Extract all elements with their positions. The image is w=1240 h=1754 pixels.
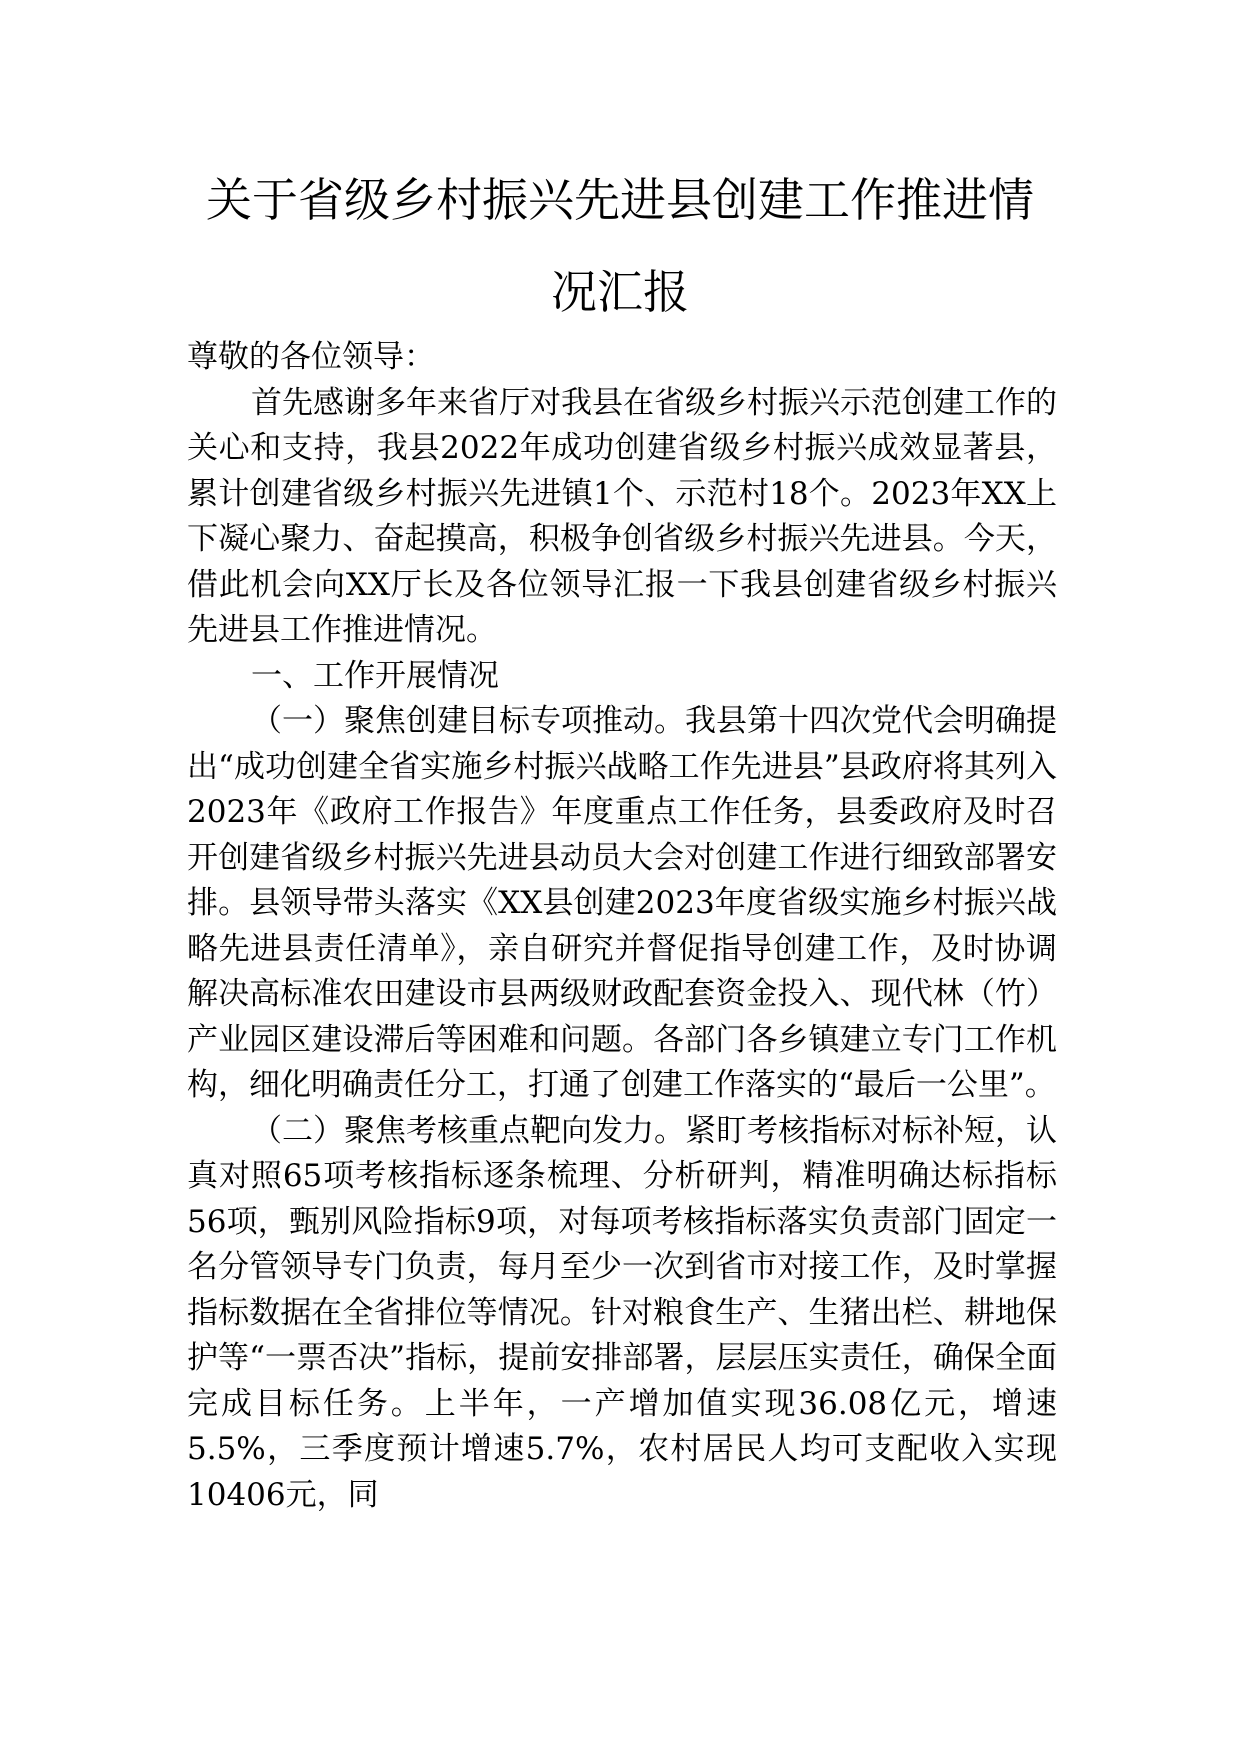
salutation: 尊敬的各位领导： xyxy=(187,339,435,375)
document-body xyxy=(187,335,1057,1518)
paragraph-subsection-2: （二）聚焦考核重点靶向发力。紧盯考核指标对标补短，认真对照65项考核指标逐条梳理、分析研判，精准明确达标指标56项，甄别风险指标9项，对每项考核指标落实负责部门固定一名分管领导专门负责，每月至少一次到省市对接工作，及时掌握指标数据在全省排位等情况。针对粮食生产、生猪出栏、耕地保护等“一票否决”指标，提前安排部署，层层压实责任，确保全面完成目标任务。上半年，一产增加值实现36.08亿元，增速5.5%，三季度预计增速5.7%，农村居民人均可支配收入实现10406元，同 xyxy=(187,1112,1057,1513)
section-heading-1: 一、工作开展情况 xyxy=(251,657,499,694)
paragraph-subsection-1: （一）聚焦创建目标专项推动。我县第十四次党代会明确提出“成功创建全省实施乡村振兴战略工作先进县”县政府将其列入2023年《政府工作报告》年度重点工作任务，县委政府及时召开创建省级乡村振兴先进县动员大会对创建工作进行细致部署安排。县领导带头落实《XX县创建2023年度省级实施乡村振兴战略先进县责任清单》，亲自研究并督促指导创建工作，及时协调解决高标准农田建设市县两级财政配套资金投入、现代林（竹）产业园区建设滞后等困难和问题。各部门各乡镇建立专门工作机构，细化明确责任分工，打通了创建工作落实的“最后一公里”。 xyxy=(187,703,1057,1103)
document-title-line-1: 关于省级乡村振兴先进县创建工作推进情 xyxy=(206,173,1034,227)
document-title-line-2: 况汇报 xyxy=(551,265,689,319)
paragraph-intro: 首先感谢多年来省厅对我县在省级乡村振兴示范创建工作的关心和支持，我县2022年成功创建省级乡村振兴成效显著县，累计创建省级乡村振兴先进镇1个、示范村18个。2023年XX上下凝心聚力、奋起摸高，积极争创省级乡村振兴先进县。今天，借此机会向XX厅长及各位领导汇报一下我县创建省级乡村振兴先进县工作推进情况。 xyxy=(187,384,1057,648)
